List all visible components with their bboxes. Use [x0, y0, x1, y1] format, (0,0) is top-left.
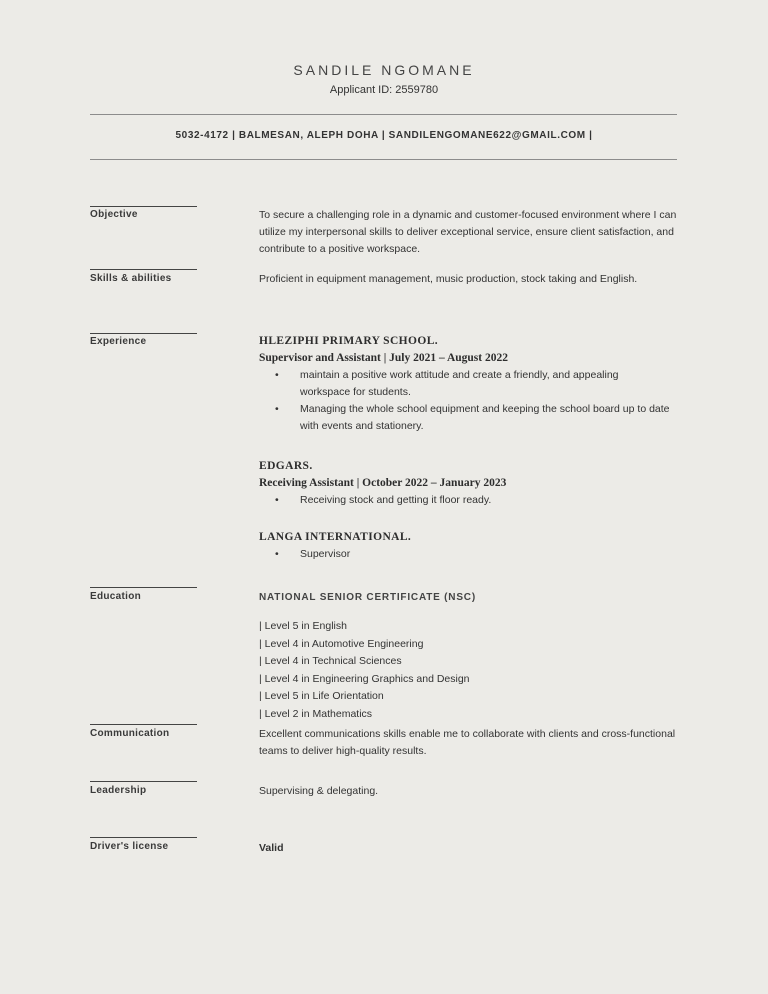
license-value: Valid: [259, 842, 284, 854]
education-line: | Level 4 in Technical Sciences: [259, 655, 402, 668]
license-text: [259, 840, 679, 857]
objective-label: Objective: [90, 209, 138, 220]
communication-label: Communication: [90, 728, 170, 739]
resume-header: [0, 62, 768, 96]
job-bullets: [259, 546, 679, 563]
objective-rule: [90, 206, 197, 207]
list-item: • maintain a positive work attitude and create a friendly, and appealing workspace for students.: [300, 367, 670, 401]
skills-label: Skills & abilities: [90, 273, 172, 284]
job-company: HLEZIPHI PRIMARY SCHOOL.: [259, 335, 439, 347]
experience-rule: [90, 333, 197, 334]
license-rule: [90, 837, 197, 838]
job-edgars: [259, 458, 679, 509]
education-line: | Level 2 in Mathematics: [259, 707, 373, 720]
job-langa: [259, 529, 679, 563]
education-title: NATIONAL SENIOR CERTIFICATE (NSC): [259, 592, 476, 603]
education-line: | Level 5 in English: [259, 620, 347, 632]
contact-line: 5032-4172 | BALMESAN, ALEPH DOHA | SANDILENGOMANE622@GMAIL.COM |: [175, 130, 593, 141]
communication-text: [259, 726, 679, 760]
education-label: Education: [90, 591, 142, 602]
list-item: • Receiving stock and getting it floor ready.: [300, 492, 679, 509]
list-item: • Managing the whole school equipment and keeping the school board up to date with events and stationery.: [300, 401, 670, 435]
experience-label: Experience: [90, 336, 147, 347]
job-hleziphi: [259, 333, 679, 435]
license-label: Driver's license: [90, 841, 169, 852]
leadership-text: [259, 783, 679, 800]
applicant-id: Applicant ID: 2559780: [329, 84, 439, 96]
education-line: | Level 4 in Engineering Graphics and Design: [259, 672, 470, 685]
job-bullets: [259, 367, 670, 435]
leadership-label: Leadership: [90, 785, 147, 796]
skills-text: [259, 271, 659, 288]
applicant-name: SANDILE NGOMANE: [293, 62, 475, 78]
leadership-paragraph: Supervising & delegating.: [259, 785, 379, 797]
leadership-rule: [90, 781, 197, 782]
education-rule: [90, 587, 197, 588]
education-content: [259, 589, 679, 724]
header-top-rule: [90, 114, 677, 115]
skills-paragraph: Proficient in equipment management, music production, stock taking and English.: [259, 273, 638, 285]
objective-text: [259, 207, 679, 258]
header-bottom-rule: [90, 159, 677, 160]
communication-rule: [90, 724, 197, 725]
communication-paragraph: Excellent communications skills enable me to collaborate with clients and cross-functional teams to deliver high-quality results.: [259, 728, 676, 757]
skills-rule: [90, 269, 197, 270]
job-company: LANGA INTERNATIONAL.: [259, 531, 412, 543]
job-role: Supervisor and Assistant | July 2021 – August 2022: [259, 352, 508, 364]
job-bullets: [259, 492, 679, 509]
job-role: Receiving Assistant | October 2022 – January 2023: [259, 477, 507, 489]
list-item: • Supervisor: [300, 546, 679, 563]
education-line: | Level 4 in Automotive Engineering: [259, 637, 424, 650]
job-company: EDGARS.: [259, 460, 313, 472]
objective-paragraph: To secure a challenging role in a dynamic and customer-focused environment where I can utilize my interpersonal skills to deliver exceptional service, ensure client satisfaction, and contribute to a positive workspace.: [259, 209, 677, 255]
education-line: | Level 5 in Life Orientation: [259, 690, 384, 703]
